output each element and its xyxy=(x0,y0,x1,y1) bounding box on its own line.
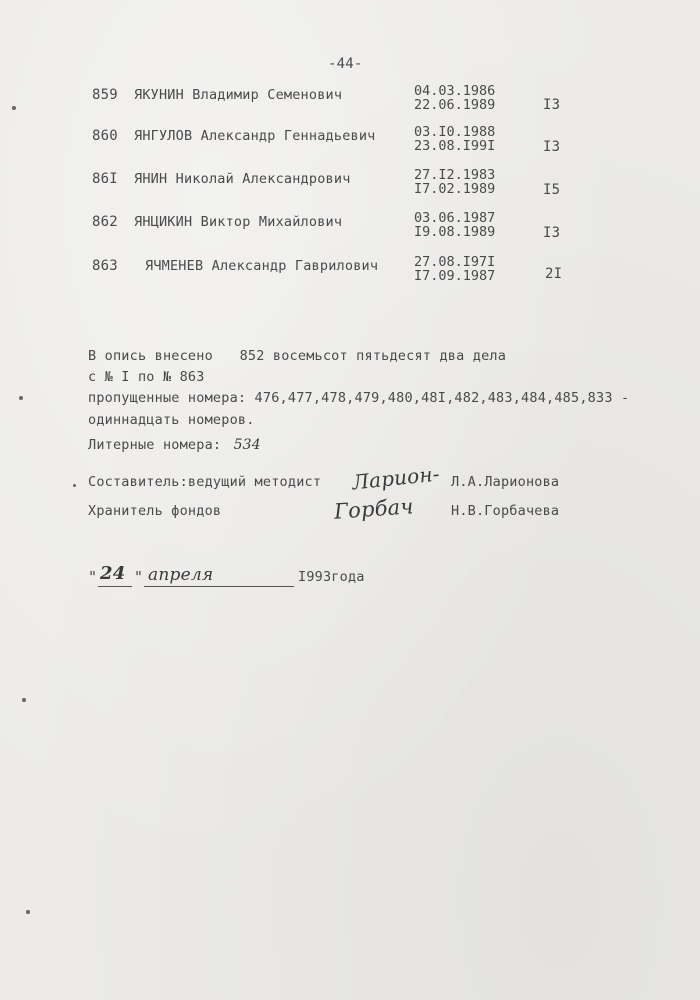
keeper-signature: Горбач xyxy=(333,494,415,524)
date-month: апреля xyxy=(148,565,214,585)
speck-mark xyxy=(73,484,76,487)
summary-prefix: В опись внесено xyxy=(88,348,213,364)
entry-volume: I3 xyxy=(543,97,561,113)
summary-line-1 xyxy=(88,348,506,364)
entry-date-end: 23.08.I99I xyxy=(414,138,496,154)
entry-date-end: I9.08.1989 xyxy=(414,224,496,240)
entry-name: ЯКУНИН Владимир Семенович xyxy=(134,87,343,103)
compiler-title: Составитель:ведущий методист xyxy=(88,474,322,490)
keeper-name: Н.В.Горбачева xyxy=(451,503,560,519)
entry-number: 859 xyxy=(92,87,118,103)
literal-value: 534 xyxy=(233,437,261,453)
literal-numbers xyxy=(88,437,261,453)
entry-name: ЯНЦИКИН Виктор Михайлович xyxy=(134,214,343,230)
entry-date-start: 03.06.1987 xyxy=(414,210,496,226)
entry-number: 860 xyxy=(92,128,118,144)
entry-date-end: 22.06.1989 xyxy=(414,97,496,113)
date-day: 24 xyxy=(100,563,126,584)
entry-number: 863 xyxy=(92,258,118,274)
date-day-underline xyxy=(98,586,132,587)
binding-hole-mark xyxy=(12,106,16,110)
compiler-name: Л.А.Ларионова xyxy=(451,474,560,490)
date-close-quote: " xyxy=(134,568,144,586)
date-year: I993года xyxy=(298,569,365,585)
entry-date-start: 04.03.1986 xyxy=(414,83,496,99)
entry-name: ЯНГУЛОВ Александр Геннадьевич xyxy=(134,128,376,144)
page-number: -44- xyxy=(328,56,363,72)
summary-count: 852 xyxy=(239,348,265,364)
summary-count-words: восемьсот пятьдесят два дела xyxy=(272,348,507,364)
entry-name: ЯЧМЕНЕВ Александр Гаврилович xyxy=(145,258,379,274)
entry-date-end: I7.02.1989 xyxy=(414,181,496,197)
entry-number: 862 xyxy=(92,214,118,230)
binding-hole-mark xyxy=(26,910,30,914)
entry-date-start: 27.08.I97I xyxy=(414,254,496,270)
entry-date-start: 27.I2.1983 xyxy=(414,167,496,183)
keeper-title: Хранитель фондов xyxy=(88,503,222,519)
binding-hole-mark xyxy=(22,698,26,702)
literal-label: Литерные номера: xyxy=(88,437,222,453)
date-month-underline xyxy=(144,586,294,587)
entry-name: ЯНИН Николай Александрович xyxy=(134,171,351,187)
summary-skipped-count: одиннадцать номеров. xyxy=(88,412,255,428)
entry-volume: I3 xyxy=(543,139,561,155)
entry-date-end: I7.09.1987 xyxy=(414,268,496,284)
entry-number: 86I xyxy=(92,171,118,187)
date-open-quote: " xyxy=(88,568,98,586)
compiler-signature: Ларион- xyxy=(350,461,441,495)
summary-range: с № I по № 863 xyxy=(88,369,205,385)
entry-volume: I3 xyxy=(543,225,561,241)
entry-date-start: 03.I0.1988 xyxy=(414,124,496,140)
binding-hole-mark xyxy=(19,396,23,400)
entry-volume: 2I xyxy=(545,266,563,282)
summary-skipped: пропущенные номера: 476,477,478,479,480,48I,482,483,484,485,833 - xyxy=(88,390,630,406)
entry-volume: I5 xyxy=(543,182,561,198)
